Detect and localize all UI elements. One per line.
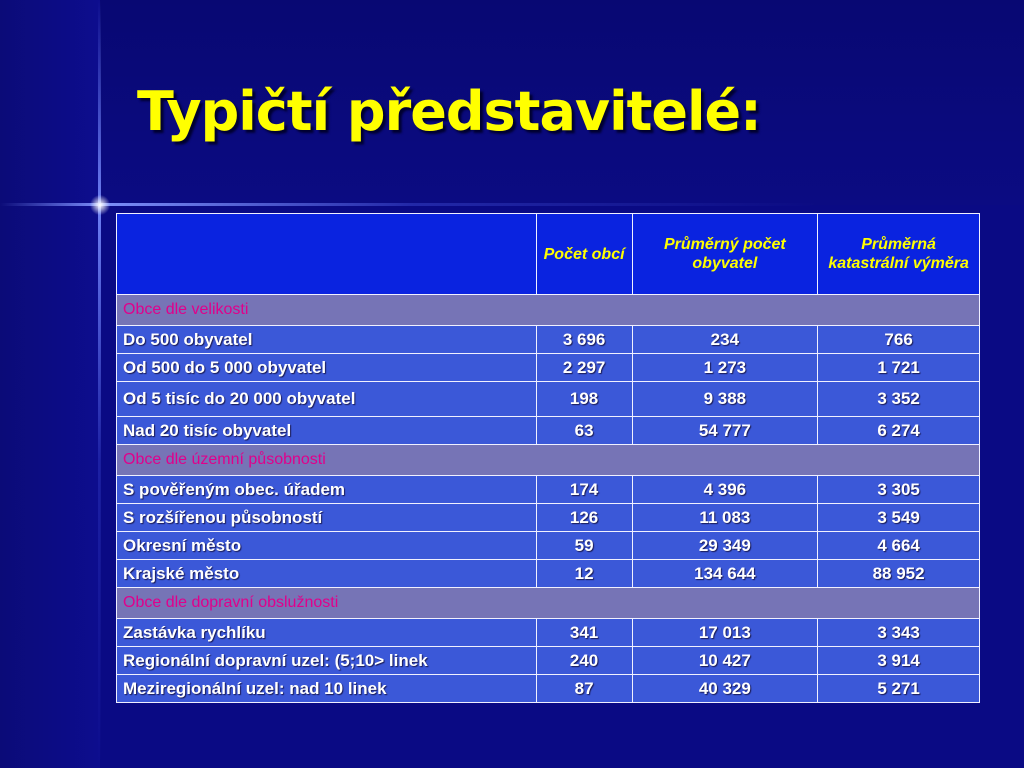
group-row xyxy=(117,295,980,326)
group-row xyxy=(117,445,980,476)
pocet-obci-cell: 59 xyxy=(536,532,632,560)
pocet-obci-cell: 174 xyxy=(536,476,632,504)
table-row xyxy=(117,326,980,354)
table-row xyxy=(117,560,980,588)
prumerny-pocet-obyvatel-cell: 40 329 xyxy=(632,675,818,703)
prumerna-vymera-cell: 3 352 xyxy=(818,382,980,417)
group-label: Obce dle velikosti xyxy=(117,295,980,326)
prumerna-vymera-cell: 5 271 xyxy=(818,675,980,703)
table-row xyxy=(117,647,980,675)
header-cell-empty xyxy=(117,214,537,295)
left-decor-panel xyxy=(0,0,100,768)
row-name-cell: S pověřeným obec. úřadem xyxy=(117,476,537,504)
header-cell-pocet: Počet obcí xyxy=(536,214,632,295)
row-name-cell: Okresní město xyxy=(117,532,537,560)
sparkle-icon xyxy=(88,193,112,217)
group-row xyxy=(117,588,980,619)
prumerna-vymera-cell: 1 721 xyxy=(818,354,980,382)
prumerna-vymera-cell: 3 549 xyxy=(818,504,980,532)
prumerny-pocet-obyvatel-cell: 234 xyxy=(632,326,818,354)
slide-title: Typičtí představitelé: xyxy=(137,80,761,143)
pocet-obci-cell: 12 xyxy=(536,560,632,588)
group-label: Obce dle dopravní obslužnosti xyxy=(117,588,980,619)
statistics-table xyxy=(116,213,980,703)
horizontal-light-line xyxy=(0,203,1024,206)
table-row xyxy=(117,675,980,703)
row-name-cell: S rozšířenou působností xyxy=(117,504,537,532)
table-row xyxy=(117,532,980,560)
pocet-obci-cell: 198 xyxy=(536,382,632,417)
prumerna-vymera-cell: 4 664 xyxy=(818,532,980,560)
table-header-row xyxy=(117,214,980,295)
prumerny-pocet-obyvatel-cell: 29 349 xyxy=(632,532,818,560)
pocet-obci-cell: 126 xyxy=(536,504,632,532)
row-name-cell: Krajské město xyxy=(117,560,537,588)
prumerny-pocet-obyvatel-cell: 134 644 xyxy=(632,560,818,588)
table-row xyxy=(117,354,980,382)
row-name-cell: Meziregionální uzel: nad 10 linek xyxy=(117,675,537,703)
table-row xyxy=(117,504,980,532)
table-row xyxy=(117,476,980,504)
prumerna-vymera-cell: 766 xyxy=(818,326,980,354)
prumerny-pocet-obyvatel-cell: 1 273 xyxy=(632,354,818,382)
row-name-cell: Od 5 tisíc do 20 000 obyvatel xyxy=(117,382,537,417)
pocet-obci-cell: 63 xyxy=(536,417,632,445)
vertical-light-line xyxy=(98,0,101,768)
prumerny-pocet-obyvatel-cell: 54 777 xyxy=(632,417,818,445)
prumerny-pocet-obyvatel-cell: 17 013 xyxy=(632,619,818,647)
pocet-obci-cell: 240 xyxy=(536,647,632,675)
row-name-cell: Nad 20 tisíc obyvatel xyxy=(117,417,537,445)
prumerna-vymera-cell: 3 305 xyxy=(818,476,980,504)
prumerny-pocet-obyvatel-cell: 11 083 xyxy=(632,504,818,532)
row-name-cell: Zastávka rychlíku xyxy=(117,619,537,647)
prumerny-pocet-obyvatel-cell: 9 388 xyxy=(632,382,818,417)
pocet-obci-cell: 341 xyxy=(536,619,632,647)
prumerna-vymera-cell: 3 914 xyxy=(818,647,980,675)
prumerna-vymera-cell: 88 952 xyxy=(818,560,980,588)
pocet-obci-cell: 87 xyxy=(536,675,632,703)
prumerny-pocet-obyvatel-cell: 10 427 xyxy=(632,647,818,675)
row-name-cell: Do 500 obyvatel xyxy=(117,326,537,354)
pocet-obci-cell: 3 696 xyxy=(536,326,632,354)
row-name-cell: Od 500 do 5 000 obyvatel xyxy=(117,354,537,382)
prumerny-pocet-obyvatel-cell: 4 396 xyxy=(632,476,818,504)
header-cell-obyvatel: Průměrný počet obyvatel xyxy=(632,214,818,295)
header-cell-vymera: Průměrná katastrální výměra xyxy=(818,214,980,295)
pocet-obci-cell: 2 297 xyxy=(536,354,632,382)
group-label: Obce dle územní působnosti xyxy=(117,445,980,476)
table-row xyxy=(117,619,980,647)
row-name-cell: Regionální dopravní uzel: (5;10> linek xyxy=(117,647,537,675)
table-row xyxy=(117,382,980,417)
prumerna-vymera-cell: 3 343 xyxy=(818,619,980,647)
table-row xyxy=(117,417,980,445)
prumerna-vymera-cell: 6 274 xyxy=(818,417,980,445)
